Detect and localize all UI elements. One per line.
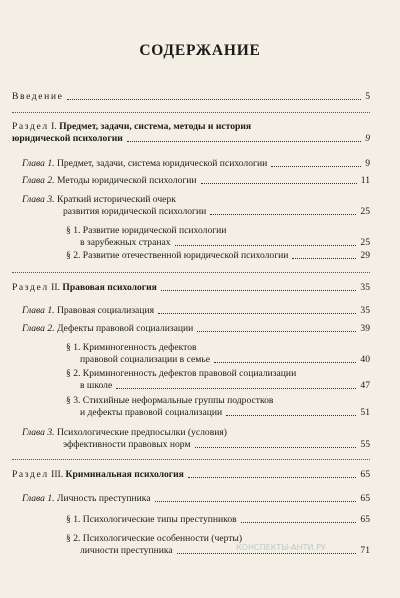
section-prefix: Раздел [12,282,49,293]
page-number: 35 [360,282,370,293]
paragraph-title-cont: в школе [80,380,113,391]
chapter-label: Глава 3. [22,427,55,438]
watermark: КОНСПЕКТЫ-АНТИ.РУ [236,543,326,552]
section-prefix: Раздел [12,121,49,132]
chapter-label: Глава 3. [22,194,55,205]
section-title: Криминальная психология [65,469,184,480]
section-prefix: Раздел [12,469,49,480]
paragraph-label: § 1. [66,225,81,236]
divider [12,112,370,113]
section-title: Предмет, задачи, система, методы и история [59,121,252,132]
page-number: 65 [360,469,370,480]
toc-section-3 [12,469,370,481]
chapter-title: Краткий исторический очерк [56,194,176,205]
toc-paragraph [66,225,370,249]
paragraph-title: Криминогенность дефектов правовой социализации [82,368,297,379]
toc-paragraph [66,342,370,366]
page-number: 51 [360,407,370,418]
paragraph-title-cont: личности преступника [80,545,173,556]
chapter-label: Глава 1. [22,158,55,169]
chapter-title: Дефекты правовой социализации [56,323,194,334]
chapter-title: Личность преступника [56,493,151,504]
page-title: СОДЕРЖАНИЕ [139,42,261,59]
paragraph-title: Психологические типы преступников [82,514,237,525]
leader-dots [214,362,356,363]
toc-chapter [22,194,370,218]
chapter-title-cont: эффективности правовых норм [63,439,191,450]
entry-label: Введение [12,91,64,102]
section-title: Правовая психология [62,282,157,293]
leader-dots [195,447,357,448]
chapter-title-cont: развития юридической психологии [63,206,207,217]
leader-dots [226,415,356,416]
section-number: III. [51,469,64,480]
leader-dots [155,501,357,502]
page-number: 25 [360,237,370,248]
page-number: 55 [360,439,370,450]
divider [12,272,370,273]
leader-dots [161,290,357,291]
section-number: I. [51,121,57,132]
paragraph-label: § 2. [66,533,81,544]
paragraph-label: § 3. [66,395,81,406]
paragraph-label: § 2. [66,250,81,261]
page-number: 9 [365,158,370,169]
chapter-label: Глава 2. [22,323,55,334]
paragraph-title: Развитие отечественной юридической психологии [82,250,289,261]
page-number: 71 [360,545,370,556]
toc-section-1 [12,121,370,145]
chapter-title: Правовая социализация [56,305,154,316]
paragraph-title: Психологические особенности (черты) [82,533,243,544]
section-title-cont: юридической психологии [12,133,123,144]
page-number: 65 [360,514,370,525]
page-number: 29 [360,250,370,261]
page-number: 11 [360,175,370,186]
toc-paragraph [66,250,370,262]
toc-entry-intro [12,91,370,103]
page-number: 25 [360,206,370,217]
toc-chapter [22,158,370,170]
paragraph-title-cont: в зарубежных странах [80,237,171,248]
page-number: 39 [360,323,370,334]
toc-section-2 [12,282,370,294]
chapter-label: Глава 2. [22,175,55,186]
toc-chapter [22,175,370,187]
leader-dots [241,522,357,523]
toc-paragraph [66,395,370,419]
paragraph-title: Развитие юридической психологии [82,225,227,236]
page-number: 35 [360,305,370,316]
page-number: 9 [365,133,370,144]
leader-dots [188,477,357,478]
chapter-title: Предмет, задачи, система юридической психологии [56,158,268,169]
page-number: 40 [360,354,370,365]
paragraph-title-cont: и дефекты правовой социализации [80,407,223,418]
toc-chapter [22,493,370,505]
section-number: II. [51,282,60,293]
toc-paragraph [66,368,370,392]
chapter-title: Методы юридической психологии [56,175,197,186]
leader-dots [127,141,361,142]
paragraph-title: Криминогенность дефектов [82,342,197,353]
chapter-label: Глава 1. [22,305,55,316]
paragraph-label: § 1. [66,514,81,525]
toc-chapter [22,305,370,317]
paragraph-title-cont: правовой социализации в семье [80,354,210,365]
leader-dots [210,214,356,215]
toc-paragraph [66,514,370,526]
page-number: 5 [365,91,370,102]
leader-dots [175,245,357,246]
leader-dots [201,183,357,184]
paragraph-label: § 2. [66,368,81,379]
page-number: 65 [360,493,370,504]
toc-chapter [22,323,370,335]
leader-dots [158,313,356,314]
chapter-title: Психологические предпосылки (условия) [56,427,227,438]
divider [12,459,370,460]
leader-dots [116,388,356,389]
leader-dots [197,331,356,332]
leader-dots [292,258,356,259]
paragraph-title: Стихийные неформальные группы подростков [82,395,274,406]
page-number: 47 [360,380,370,391]
toc-chapter [22,427,370,451]
leader-dots [271,166,361,167]
leader-dots [67,99,361,100]
chapter-label: Глава 1. [22,493,55,504]
paragraph-label: § 1. [66,342,81,353]
